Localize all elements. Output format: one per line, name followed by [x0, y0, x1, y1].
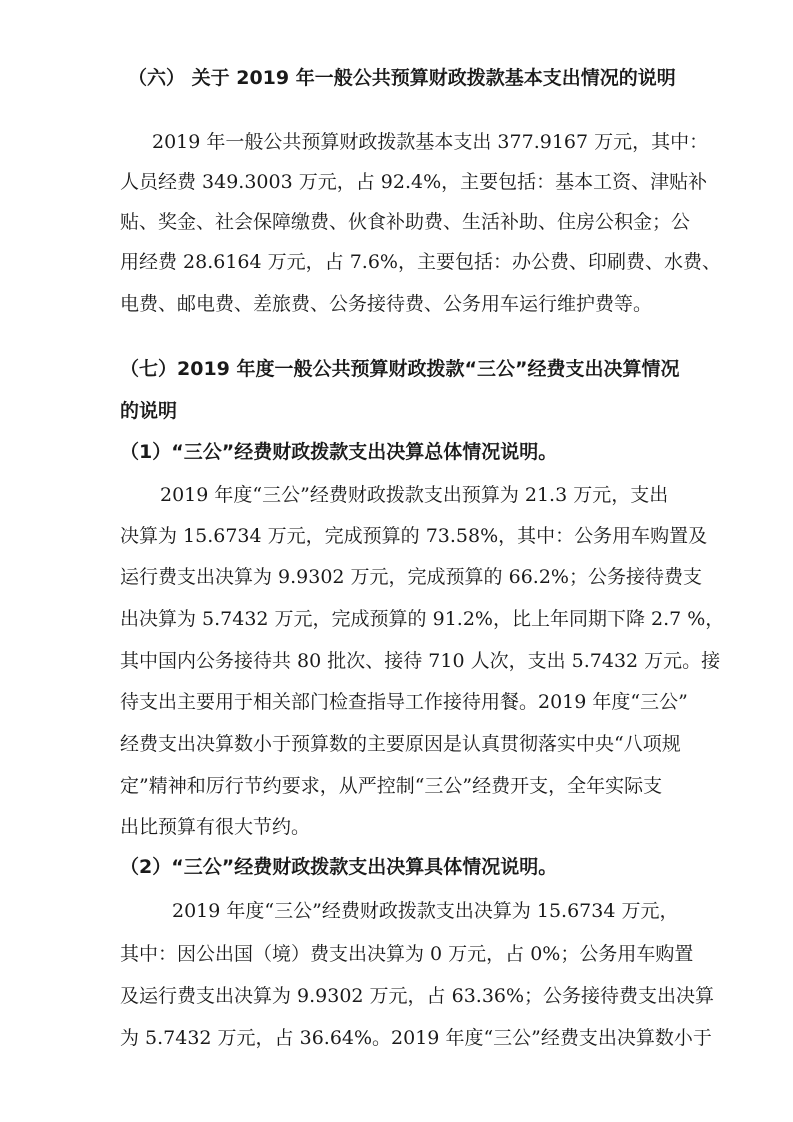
paragraph-line: 其中国内公务接待共 80 批次、接待 710 人次，支出 5.7432 万元。接 [120, 650, 721, 672]
section-7-heading-line: 的说明 [120, 400, 178, 422]
paragraph-line: 运行费支出决算为 9.9302 万元，完成预算的 66.2%；公务接待费支 [120, 566, 702, 588]
subsection-1-heading: （1）“三公”经费财政拨款支出决算总体情况说明。 [120, 441, 558, 463]
paragraph-line: 出比预算有很大节约。 [120, 816, 311, 838]
paragraph-line: 2019 年度“三公”经费财政拨款支出决算为 15.6734 万元， [172, 900, 679, 922]
section-7-heading-line: （七）2019 年度一般公共预算财政拨款“三公”经费支出决算情况 [120, 358, 680, 380]
paragraph-line: 贴、奖金、社会保障缴费、伙食补助费、生活补助、住房公积金；公 [120, 211, 691, 233]
paragraph-line: 决算为 15.6734 万元，完成预算的 73.58%，其中：公务用车购置及 [120, 525, 708, 547]
paragraph-line: 定”精神和厉行节约要求，从严控制“三公”经费开支，全年实际支 [120, 775, 663, 797]
section-6-heading: （六） 关于 2019 年一般公共预算财政拨款基本支出情况的说明 [128, 67, 676, 89]
paragraph-line: 人员经费 349.3003 万元，占 92.4%，主要包括：基本工资、津贴补 [120, 171, 708, 193]
subsection-2-heading: （2）“三公”经费财政拨款支出决算具体情况说明。 [120, 856, 558, 878]
paragraph-line: 2019 年度“三公”经费财政拨款支出预算为 21.3 万元，支出 [160, 484, 669, 506]
paragraph-line: 待支出主要用于相关部门检查指导工作接待用餐。2019 年度“三公” [120, 691, 688, 713]
paragraph-line: 2019 年一般公共预算财政拨款基本支出 377.9167 万元，其中： [152, 131, 709, 153]
paragraph-line: 其中：因公出国（境）费支出决算为 0 万元，占 0%；公务用车购置 [120, 943, 694, 965]
paragraph-line: 及运行费支出决算为 9.9302 万元，占 63.36%；公务接待费支出决算 [120, 985, 715, 1007]
paragraph-line: 出决算为 5.7432 万元，完成预算的 91.2%，比上年同期下降 2.7 %， [120, 608, 725, 630]
paragraph-line: 电费、邮电费、差旅费、公务接待费、公务用车运行维护费等。 [120, 293, 653, 315]
paragraph-line: 用经费 28.6164 万元，占 7.6%，主要包括：办公费、印刷费、水费、 [120, 251, 721, 273]
paragraph-line: 为 5.7432 万元，占 36.64%。2019 年度“三公”经费支出决算数小于 [120, 1027, 712, 1049]
paragraph-line: 经费支出决算数小于预算数的主要原因是认真贯彻落实中央“八项规 [120, 733, 681, 755]
